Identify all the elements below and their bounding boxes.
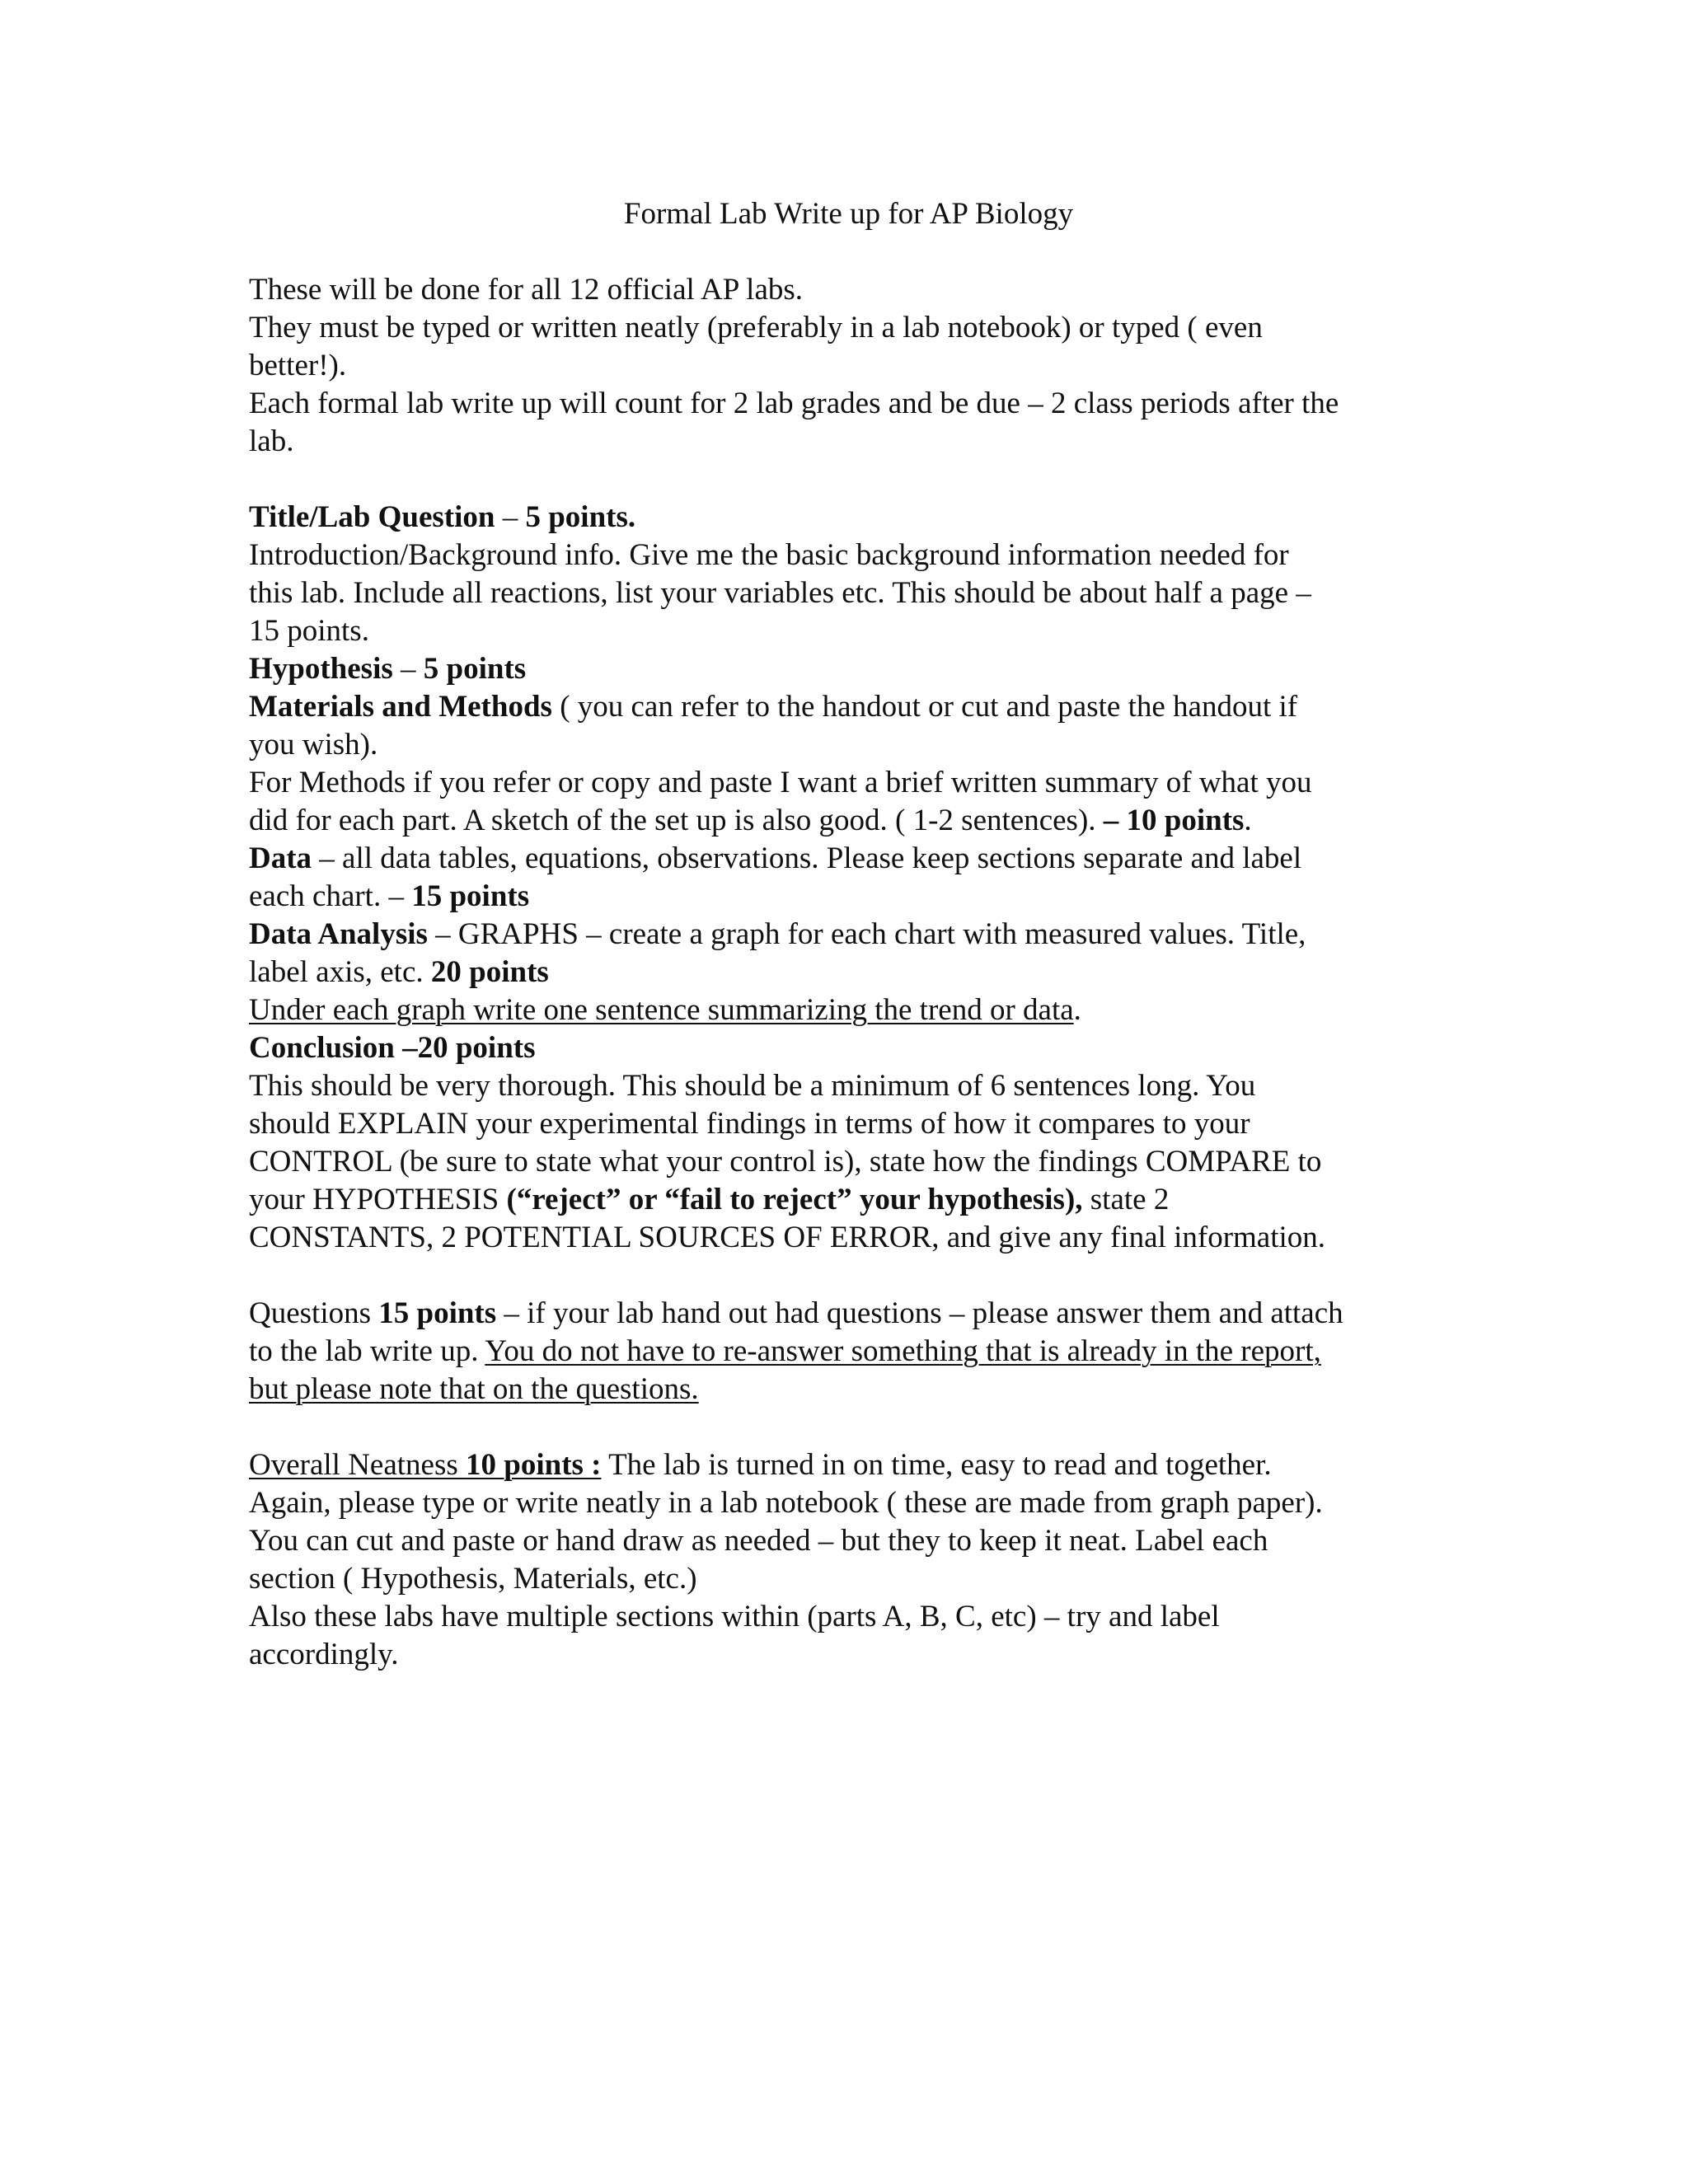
questions-text-1: – if your lab hand out had questions – please answer them and attach (496, 1296, 1343, 1330)
introduction-line-1: Introduction/Background info. Give me the basic background information needed for (249, 538, 1289, 572)
analysis-text-1: – GRAPHS – create a graph for each chart with measured values. Title, (427, 917, 1306, 951)
materials-line-1 (249, 688, 1448, 726)
analysis-underlined-note: Under each graph write one sentence summarizing the trend or data (249, 993, 1074, 1027)
data-line-2-text: each chart. – (249, 879, 412, 913)
data-points: 15 points (411, 879, 530, 913)
introduction-line-2: this lab. Include all reactions, list your variables etc. This should be about half a page – (249, 576, 1311, 610)
intro-line-2: They must be typed or written neatly (preferably in a lab notebook) or typed ( even (249, 311, 1263, 344)
conclusion-heading (249, 1029, 1448, 1067)
title-lab-question-label: Title/Lab Question (249, 500, 495, 534)
analysis-line-3-end: . (1073, 993, 1081, 1027)
analysis-line-2-text: label axis, etc. (249, 955, 431, 989)
questions-label: Questions (249, 1296, 379, 1330)
conclusion-line-1: This should be very thorough. This should be a minimum of 6 sentences long. You (249, 1069, 1256, 1103)
data-text-1: – all data tables, equations, observations. Please keep sections separate and label (312, 841, 1302, 875)
hypothesis-points: 5 points (423, 652, 527, 686)
conclusion-line-4 (249, 1181, 1448, 1219)
conclusion-line-3: CONTROL (be sure to state what your control is), state how the findings COMPARE to (249, 1145, 1322, 1179)
materials-line-4 (249, 802, 1448, 840)
questions-line-2-text: to the lab write up. (249, 1334, 485, 1368)
conclusion-line-4-text: your HYPOTHESIS (249, 1183, 507, 1216)
neatness-line-1 (249, 1446, 1448, 1484)
intro-line-5: lab. (249, 424, 294, 458)
conclusion-line-2: should EXPLAIN your experimental findings in terms of how it compares to your (249, 1107, 1250, 1141)
materials-text-1: ( you can refer to the handout or cut and paste the handout if (551, 690, 1298, 724)
neatness-line-5: Also these labs have multiple sections within (parts A, B, C, etc) – try and label (249, 1600, 1220, 1633)
analysis-line-1 (249, 916, 1448, 954)
introduction-line-3: 15 points. (249, 614, 369, 648)
neatness-text-1: The lab is turned in on time, easy to read and together. (601, 1448, 1272, 1482)
questions-points: 15 points (378, 1296, 497, 1330)
data-line-1 (249, 840, 1448, 878)
neatness-line-4: section ( Hypothesis, Materials, etc.) (249, 1562, 697, 1596)
questions-line-2 (249, 1333, 1448, 1371)
conclusion-line-4-end: state 2 (1082, 1183, 1170, 1216)
intro-paragraph (249, 271, 1448, 461)
materials-line-3: For Methods if you refer or copy and paste I want a brief written summary of what you (249, 766, 1312, 799)
document-title: Formal Lab Write up for AP Biology (623, 197, 1074, 231)
materials-line-4-end: . (1244, 804, 1252, 837)
hypothesis-label: Hypothesis (249, 652, 393, 686)
intro-line-1: These will be done for all 12 official AP labs. (249, 273, 804, 307)
spacer (249, 1408, 1448, 1446)
materials-line-2: you wish). (249, 728, 378, 762)
materials-line-4-text: did for each part. A sketch of the set up is also good. ( 1-2 sentences). (249, 804, 1104, 837)
analysis-line-3 (249, 991, 1448, 1029)
data-label: Data (249, 841, 312, 875)
title-lab-question-points: 5 points. (525, 500, 636, 534)
title-lab-question-heading (249, 499, 1448, 537)
document-body (249, 195, 1448, 1674)
data-line-2 (249, 878, 1448, 916)
hypothesis-heading (249, 650, 1448, 688)
conclusion-line-5: CONSTANTS, 2 POTENTIAL SOURCES OF ERROR, and give any final information. (249, 1221, 1326, 1254)
questions-underlined-note-2: but please note that on the questions. (249, 1372, 699, 1406)
questions-line-3 (249, 1371, 1448, 1408)
neatness-line-3: You can cut and paste or hand draw as needed – but they to keep it neat. Label each (249, 1524, 1268, 1558)
title-lab-question-dash: – (495, 500, 526, 534)
spacer (249, 1257, 1448, 1295)
conclusion-line-4-bold: (“reject” or “fail to reject” your hypothesis), (506, 1183, 1083, 1216)
hypothesis-dash: – (392, 652, 424, 686)
analysis-points: 20 points (430, 955, 549, 989)
conclusion-label: Conclusion –20 points (249, 1031, 536, 1065)
analysis-label: Data Analysis (249, 917, 428, 951)
questions-underlined-note-1: You do not have to re-answer something that is already in the report, (485, 1334, 1321, 1368)
neatness-points: 10 points : (466, 1448, 602, 1482)
intro-line-3: better!). (249, 349, 347, 382)
intro-line-4: Each formal lab write up will count for 2 lab grades and be due – 2 class periods after the (249, 387, 1339, 420)
materials-label: Materials and Methods (249, 690, 552, 724)
neatness-line-2: Again, please type or write neatly in a lab notebook ( these are made from graph paper). (249, 1486, 1323, 1520)
analysis-line-2 (249, 954, 1448, 991)
spacer (249, 461, 1448, 499)
neatness-line-6: accordingly. (249, 1638, 399, 1671)
neatness-label: Overall Neatness (249, 1448, 467, 1482)
materials-points: – 10 points (1103, 804, 1245, 837)
questions-line-1 (249, 1295, 1448, 1333)
